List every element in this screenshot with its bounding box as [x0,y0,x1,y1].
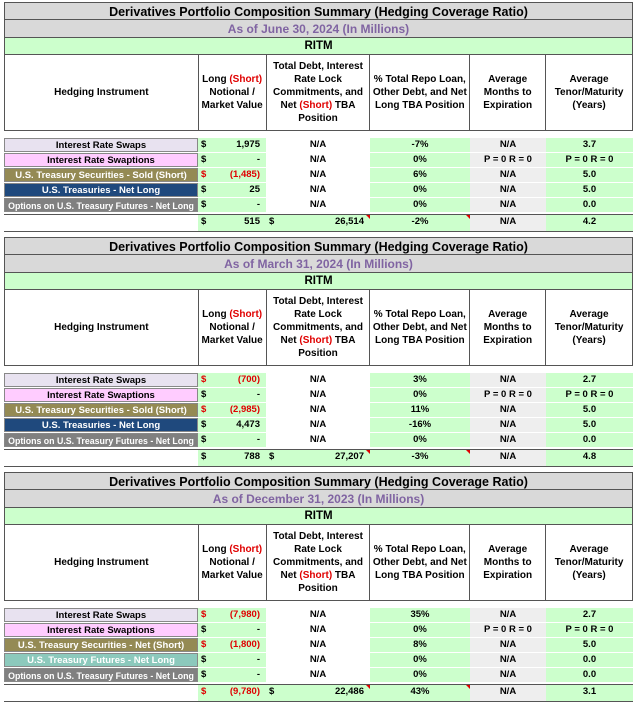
header-pct: % Total Repo Loan, Other Debt, and Net Long TBA Position [370,525,470,600]
tenor-cell: 5.0 [546,168,633,182]
header-months: Average Months to Expiration [470,525,546,600]
table-row [4,153,633,167]
notional-cell: $ (700) [198,373,266,387]
total-tenor: 4.8 [546,450,633,466]
table-title: Derivatives Portfolio Composition Summary (Hedging Coverage Ratio) [4,237,633,255]
header-months: Average Months to Expiration [470,55,546,130]
tenor-cell: P = 0 R = 0 [546,153,633,167]
notional-cell: $ (2,985) [198,403,266,417]
entity-label: RITM [4,508,633,525]
debt-cell: N/A [309,639,327,650]
total-months: N/A [470,215,546,231]
header-debt: Total Debt, Interest Rate Lock Commitments, and Net (Short) TBA Position [267,55,371,130]
header-months: Average Months to Expiration [470,290,546,365]
tenor-cell: 5.0 [546,403,633,417]
header-notional: Long (Short) Notional / Market Value [199,525,267,600]
debt-cell: N/A [309,669,327,680]
total-pct: 43% [370,685,470,701]
tenor-cell: 5.0 [546,418,633,432]
debt-cell: N/A [309,139,327,150]
debt-cell: N/A [309,169,327,180]
tenor-cell: 0.0 [546,653,633,667]
pct-cell: 0% [370,623,470,637]
months-cell: N/A [470,608,546,622]
pct-cell: 0% [370,653,470,667]
header-debt: Total Debt, Interest Rate Lock Commitments, and Net (Short) TBA Position [267,290,371,365]
table-row [4,653,633,667]
header-debt: Total Debt, Interest Rate Lock Commitments, and Net (Short) TBA Position [267,525,371,600]
row-label: Options on U.S. Treasury Futures - Net Long [4,668,198,682]
debt-cell: N/A [309,404,327,415]
summary-table-december-2023 [4,472,633,702]
table-row [4,388,633,402]
table-row [4,638,633,652]
debt-cell: N/A [309,624,327,635]
debt-cell: N/A [309,374,327,385]
pct-cell: 0% [370,388,470,402]
debt-cell: N/A [309,434,327,445]
row-label: Interest Rate Swaps [4,608,198,622]
table-row [4,138,633,152]
header-tenor: Average Tenor/Maturity (Years) [546,55,633,130]
total-notional: $ (9,780) [198,685,266,701]
notional-cell: $ - [198,388,266,402]
pct-cell: -16% [370,418,470,432]
total-pct: -3% [370,450,470,466]
debt-cell: N/A [309,199,327,210]
table-row [4,668,633,682]
row-label: Interest Rate Swaptions [4,623,198,637]
pct-cell: 0% [370,183,470,197]
tenor-cell: 0.0 [546,433,633,447]
total-pct: -2% [370,215,470,231]
as-of-date: As of June 30, 2024 (In Millions) [4,20,633,38]
total-debt: $ 27,207 [266,450,370,466]
notional-cell: $ - [198,153,266,167]
pct-cell: 3% [370,373,470,387]
pct-cell: 0% [370,198,470,212]
row-label: U.S. Treasury Securities - Net (Short) [4,638,198,652]
months-cell: P = 0 R = 0 [470,623,546,637]
debt-cell: N/A [309,419,327,430]
header-instrument: Hedging Instrument [5,290,199,365]
notional-cell: $ - [198,198,266,212]
row-label: Options on U.S. Treasury Futures - Net Long [4,433,198,447]
total-notional: $ 515 [198,215,266,231]
table-row [4,418,633,432]
header-notional: Long (Short) Notional / Market Value [199,55,267,130]
months-cell: N/A [470,373,546,387]
total-months: N/A [470,450,546,466]
notional-cell: $ - [198,433,266,447]
months-cell: N/A [470,138,546,152]
debt-cell: N/A [309,609,327,620]
notional-cell: $ 4,473 [198,418,266,432]
notional-cell: $ (7,980) [198,608,266,622]
tenor-cell: 2.7 [546,373,633,387]
header-tenor: Average Tenor/Maturity (Years) [546,290,633,365]
table-row [4,198,633,212]
total-row [4,449,633,467]
row-label: U.S. Treasury Securities - Sold (Short) [4,168,198,182]
table-row [4,168,633,182]
months-cell: N/A [470,198,546,212]
total-tenor: 4.2 [546,215,633,231]
table-row [4,433,633,447]
summary-table-march-2024 [4,237,633,467]
total-notional: $ 788 [198,450,266,466]
notional-cell: $ - [198,623,266,637]
notional-cell: $ (1,800) [198,638,266,652]
pct-cell: 35% [370,608,470,622]
tenor-cell: 5.0 [546,183,633,197]
months-cell: N/A [470,168,546,182]
row-label: Interest Rate Swaptions [4,388,198,402]
table-row [4,403,633,417]
tenor-cell: P = 0 R = 0 [546,623,633,637]
total-row [4,214,633,232]
pct-cell: 6% [370,168,470,182]
pct-cell: 0% [370,668,470,682]
tenor-cell: 0.0 [546,198,633,212]
months-cell: N/A [470,183,546,197]
months-cell: N/A [470,668,546,682]
debt-cell: N/A [309,654,327,665]
as-of-date: As of March 31, 2024 (In Millions) [4,255,633,273]
months-cell: P = 0 R = 0 [470,388,546,402]
debt-cell: N/A [309,154,327,165]
row-label: U.S. Treasuries - Net Long [4,183,198,197]
entity-label: RITM [4,273,633,290]
tenor-cell: 2.7 [546,608,633,622]
notional-cell: $ 25 [198,183,266,197]
tenor-cell: 0.0 [546,668,633,682]
tenor-cell: P = 0 R = 0 [546,388,633,402]
months-cell: P = 0 R = 0 [470,153,546,167]
months-cell: N/A [470,403,546,417]
tenor-cell: 5.0 [546,638,633,652]
column-header-row [4,290,633,366]
row-label: Interest Rate Swaps [4,373,198,387]
debt-cell: N/A [309,184,327,195]
row-label: U.S. Treasuries - Net Long [4,418,198,432]
row-label: Options on U.S. Treasury Futures - Net Long [4,198,198,212]
total-debt: $ 22,486 [266,685,370,701]
column-header-row [4,525,633,601]
total-row [4,684,633,702]
pct-cell: 8% [370,638,470,652]
header-instrument: Hedging Instrument [5,525,199,600]
months-cell: N/A [470,638,546,652]
pct-cell: 0% [370,153,470,167]
row-label: U.S. Treasury Securities - Sold (Short) [4,403,198,417]
row-label: U.S. Treasury Futures - Net Long [4,653,198,667]
table-title: Derivatives Portfolio Composition Summary (Hedging Coverage Ratio) [4,472,633,490]
table-row [4,183,633,197]
table-row [4,623,633,637]
table-row [4,373,633,387]
table-title: Derivatives Portfolio Composition Summary (Hedging Coverage Ratio) [4,2,633,20]
total-tenor: 3.1 [546,685,633,701]
months-cell: N/A [470,653,546,667]
row-label: Interest Rate Swaps [4,138,198,152]
total-months: N/A [470,685,546,701]
table-row [4,608,633,622]
tenor-cell: 3.7 [546,138,633,152]
notional-cell: $ - [198,653,266,667]
notional-cell: $ - [198,668,266,682]
pct-cell: 0% [370,433,470,447]
notional-cell: $ (1,485) [198,168,266,182]
header-notional: Long (Short) Notional / Market Value [199,290,267,365]
notional-cell: $ 1,975 [198,138,266,152]
summary-table-june-2024 [4,2,633,232]
header-tenor: Average Tenor/Maturity (Years) [546,525,633,600]
column-header-row [4,55,633,131]
header-instrument: Hedging Instrument [5,55,199,130]
row-label: Interest Rate Swaptions [4,153,198,167]
pct-cell: 11% [370,403,470,417]
months-cell: N/A [470,418,546,432]
entity-label: RITM [4,38,633,55]
header-pct: % Total Repo Loan, Other Debt, and Net Long TBA Position [370,55,470,130]
months-cell: N/A [470,433,546,447]
debt-cell: N/A [309,389,327,400]
total-debt: $ 26,514 [266,215,370,231]
as-of-date: As of December 31, 2023 (In Millions) [4,490,633,508]
pct-cell: -7% [370,138,470,152]
header-pct: % Total Repo Loan, Other Debt, and Net Long TBA Position [370,290,470,365]
